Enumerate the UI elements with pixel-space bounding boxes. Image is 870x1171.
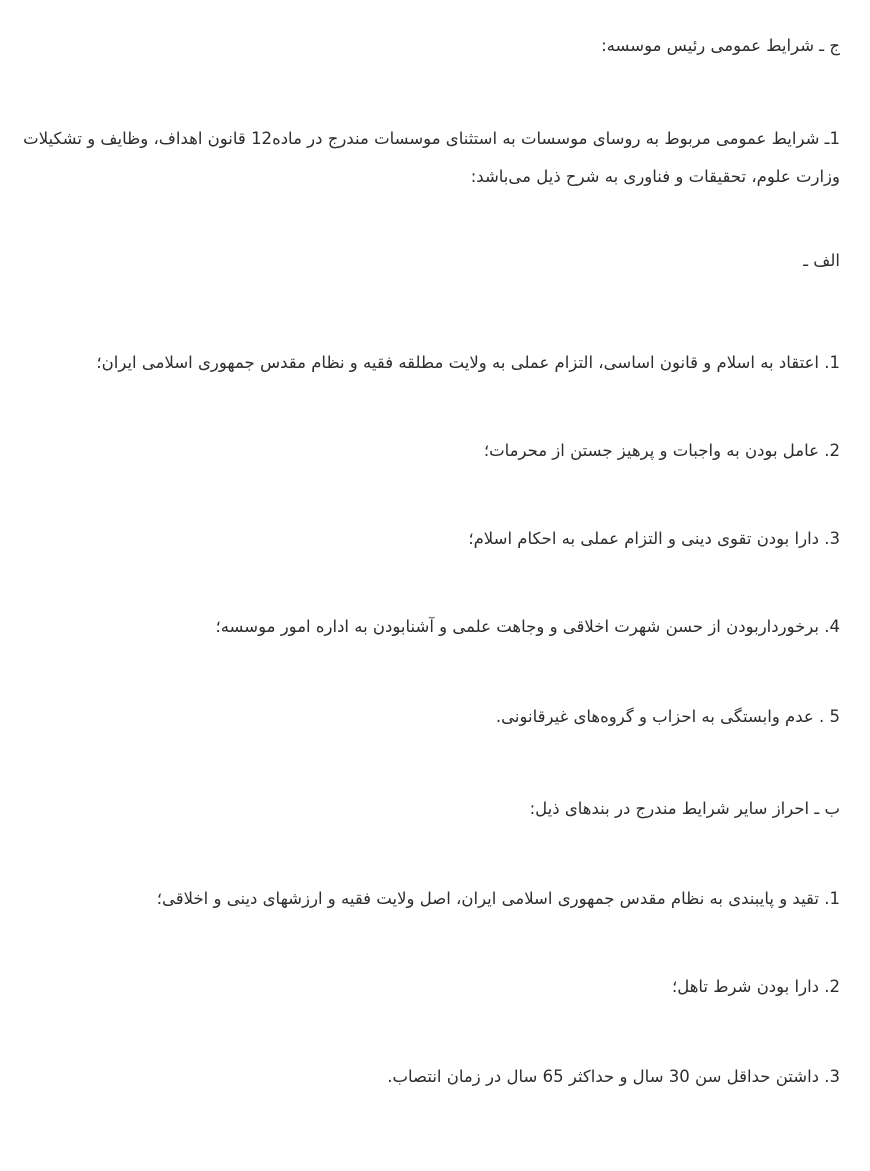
list-item: 3. دارا بودن تقوی دینی و التزام عملی به احکام اسلام؛ bbox=[468, 529, 840, 548]
section-heading-jim: ج ـ شرایط عمومی رئیس موسسه: bbox=[601, 36, 840, 55]
list-item: 3. داشتن حداقل سن 30 سال و حداکثر 65 سال در زمان انتصاب. bbox=[387, 1067, 840, 1086]
list-item: 4. برخورداربودن از حسن شهرت اخلاقی و وجاهت علمی و آشنابودن به اداره امور موسسه؛ bbox=[215, 617, 840, 636]
list-item: 2. دارا بودن شرط تاهل؛ bbox=[671, 977, 840, 996]
intro-paragraph-line-2: وزارت علوم، تحقیقات و فناوری به شرح ذیل می‌باشد: bbox=[470, 167, 840, 186]
section-label-alef: الف ـ bbox=[803, 251, 840, 270]
list-item: 5 . عدم وابستگی به احزاب و گروه‌های غیرقانونی. bbox=[495, 707, 840, 726]
list-item: 1. تقید و پایبندی به نظام مقدس جمهوری اسلامی ایران، اصل ولایت فقیه و ارزشهای دینی و اخلاقی؛ bbox=[156, 889, 840, 908]
list-item: 1. اعتقاد به اسلام و قانون اساسی، التزام عملی به ولایت مطلقه فقیه و نظام مقدس جمهوری اسلامی ایران؛ bbox=[96, 353, 840, 372]
intro-paragraph-line-1: 1ـ شرایط عمومی مربوط به روسای موسسات به استثنای موسسات مندرج در ماده12 قانون اهداف، وظایف و تشکیلات bbox=[23, 129, 840, 148]
list-item: 2. عامل بودن به واجبات و پرهیز جستن از محرمات؛ bbox=[483, 441, 840, 460]
section-label-be: ب ـ احراز سایر شرایط مندرج در بندهای ذیل: bbox=[529, 799, 840, 818]
